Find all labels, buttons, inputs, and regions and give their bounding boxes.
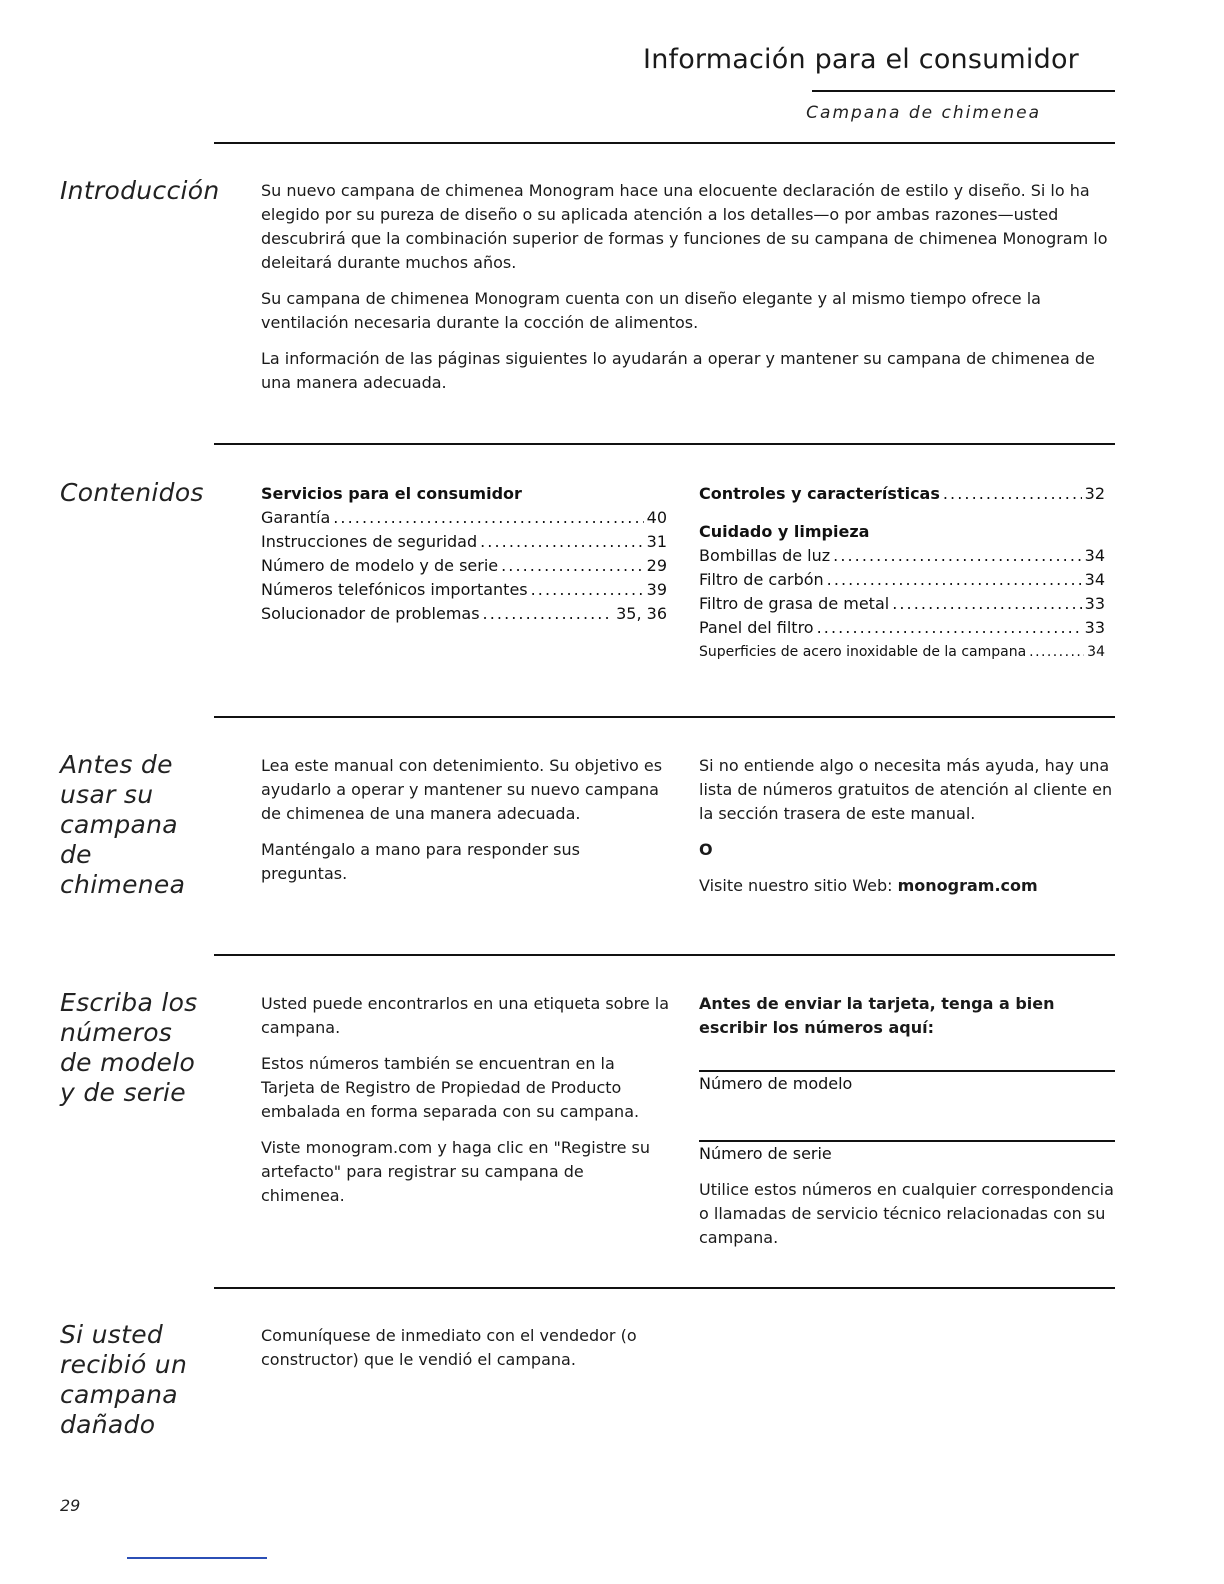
numbers-left-column bbox=[261, 992, 671, 1208]
model-number-label: Número de modelo bbox=[699, 1074, 853, 1093]
toc-page: 34 bbox=[1084, 546, 1105, 565]
toc-leader bbox=[480, 530, 644, 554]
toc-leader bbox=[943, 482, 1082, 506]
toc-entry[interactable] bbox=[261, 578, 667, 602]
toc-leader bbox=[892, 592, 1081, 616]
before-title-line: campana bbox=[60, 810, 178, 839]
contents-right-column bbox=[699, 482, 1105, 664]
toc-entry[interactable] bbox=[261, 554, 667, 578]
toc-page: 32 bbox=[1084, 484, 1105, 503]
numbers-title-line: números bbox=[60, 1018, 173, 1047]
before-right-column bbox=[699, 754, 1115, 898]
toc-leader bbox=[483, 602, 614, 626]
toc-label: Filtro de carbón bbox=[699, 570, 824, 589]
toc-leader bbox=[833, 544, 1082, 568]
intro-body bbox=[261, 179, 1117, 395]
toc-label: Solucionador de problemas bbox=[261, 604, 480, 623]
damaged-title-line: recibió un bbox=[60, 1350, 188, 1379]
contents-left-list bbox=[261, 506, 667, 626]
toc-leader bbox=[531, 578, 644, 602]
intro-title: Introducción bbox=[60, 176, 220, 205]
contents-left-heading: Servicios para el consumidor bbox=[261, 484, 522, 503]
numbers-paragraph: Usted puede encontrarlos en una etiqueta sobre la campana. bbox=[261, 994, 670, 1037]
damaged-paragraph: Comuníquese de inmediato con el vendedor (o constructor) que le vendió el campana. bbox=[261, 1326, 637, 1369]
toc-entry[interactable] bbox=[699, 544, 1105, 568]
toc-leader bbox=[817, 616, 1082, 640]
toc-label: Bombillas de luz bbox=[699, 546, 831, 565]
footer-rule bbox=[127, 1557, 267, 1559]
numbers-title-line: Escriba los bbox=[60, 988, 198, 1017]
section-divider bbox=[214, 443, 1115, 445]
section-divider bbox=[214, 142, 1115, 144]
toc-label: Números telefónicos importantes bbox=[261, 580, 528, 599]
before-title-line: Antes de bbox=[60, 750, 173, 779]
section-divider bbox=[214, 954, 1115, 956]
toc-label: Filtro de grasa de metal bbox=[699, 594, 890, 613]
toc-entry[interactable] bbox=[699, 616, 1105, 640]
numbers-usage-paragraph: Utilice estos números en cualquier correspondencia o llamadas de servicio técnico relacionadas con su campana. bbox=[699, 1180, 1114, 1247]
contents-left-column bbox=[261, 482, 667, 626]
toc-leader bbox=[1029, 640, 1084, 664]
numbers-title-line: de modelo bbox=[60, 1048, 196, 1077]
numbers-title-line: y de serie bbox=[60, 1078, 186, 1107]
toc-entry[interactable] bbox=[699, 592, 1105, 616]
contents-title: Contenidos bbox=[60, 478, 204, 507]
toc-entry[interactable] bbox=[261, 602, 667, 626]
toc-page: 31 bbox=[646, 532, 667, 551]
header-rule bbox=[812, 90, 1115, 92]
visit-line bbox=[699, 874, 1115, 898]
numbers-right-column bbox=[699, 992, 1115, 1250]
toc-leader bbox=[827, 568, 1082, 592]
numbers-paragraph: Estos números también se encuentran en la Tarjeta de Registro de Propiedad de Producto embalada en forma separada con su campana. bbox=[261, 1054, 640, 1121]
contents-right-heading: Cuidado y limpieza bbox=[699, 522, 870, 541]
toc-entry[interactable] bbox=[699, 640, 1105, 664]
intro-paragraph: La información de las páginas siguientes lo ayudarán a operar y mantener su campana de chimenea de una manera adecuada. bbox=[261, 349, 1095, 392]
damaged-title-line: Si usted bbox=[60, 1320, 164, 1349]
toc-label: Panel del filtro bbox=[699, 618, 814, 637]
header-subtitle: Campana de chimenea bbox=[806, 103, 1041, 123]
numbers-title bbox=[60, 988, 198, 1108]
website-link[interactable]: monogram.com bbox=[897, 876, 1038, 895]
before-paragraph: Lea este manual con detenimiento. Su objetivo es ayudarlo a operar y mantener su nuevo campana de chimenea de una manera adecuada. bbox=[261, 756, 663, 823]
damaged-title-line: dañado bbox=[60, 1410, 156, 1439]
section-divider bbox=[214, 716, 1115, 718]
intro-paragraph: Su campana de chimenea Monogram cuenta con un diseño elegante y al mismo tiempo ofrece la ventilación necesaria durante la cocción de alimentos. bbox=[261, 289, 1041, 332]
toc-page: 34 bbox=[1084, 570, 1105, 589]
damaged-column bbox=[261, 1324, 641, 1372]
toc-entry[interactable] bbox=[261, 506, 667, 530]
page-number: 29 bbox=[60, 1496, 81, 1515]
toc-page: 29 bbox=[646, 556, 667, 575]
numbers-paragraph: Viste monogram.com y haga clic en "Registre su artefacto" para registrar su campana de chimenea. bbox=[261, 1138, 650, 1205]
toc-entry[interactable] bbox=[261, 530, 667, 554]
before-left-column bbox=[261, 754, 671, 886]
toc-label: Número de modelo y de serie bbox=[261, 556, 499, 575]
toc-page: 33 bbox=[1084, 594, 1105, 613]
toc-entry[interactable] bbox=[699, 568, 1105, 592]
before-help-paragraph: Si no entiende algo o necesita más ayuda, hay una lista de números gratuitos de atención al cliente en la sección trasera de este manual. bbox=[699, 756, 1113, 823]
before-title-line: chimenea bbox=[60, 870, 186, 899]
toc-leader bbox=[501, 554, 644, 578]
before-title bbox=[60, 750, 185, 900]
before-paragraph: Manténgalo a mano para responder sus preguntas. bbox=[261, 840, 580, 883]
toc-label: Instrucciones de seguridad bbox=[261, 532, 478, 551]
toc-page: 33 bbox=[1084, 618, 1105, 637]
toc-page: 34 bbox=[1087, 644, 1105, 660]
toc-page: 39 bbox=[646, 580, 667, 599]
toc-entry[interactable] bbox=[699, 482, 1105, 506]
numbers-right-heading: Antes de enviar la tarjeta, tenga a bien escribir los números aquí: bbox=[699, 994, 1055, 1037]
serial-number-label: Número de serie bbox=[699, 1144, 832, 1163]
toc-page: 40 bbox=[646, 508, 667, 527]
toc-label: Superficies de acero inoxidable de la campana bbox=[699, 644, 1027, 660]
toc-label: Controles y características bbox=[699, 484, 940, 503]
toc-page: 35, 36 bbox=[616, 604, 667, 623]
header-title: Información para el consumidor bbox=[643, 44, 1079, 75]
intro-paragraph: Su nuevo campana de chimenea Monogram hace una elocuente declaración de estilo y diseño. Si lo ha elegido por su pureza de diseño o su aplicada atención a los detalles—o por ambas razones—usted descubrirá que la combinación superior de formas y funciones de su campana de chimenea Monogram lo deleitará durante muchos años. bbox=[261, 181, 1108, 272]
contents-right-list bbox=[699, 544, 1105, 664]
before-title-line: de bbox=[60, 840, 92, 869]
toc-label: Garantía bbox=[261, 508, 331, 527]
section-divider bbox=[214, 1287, 1115, 1289]
damaged-title bbox=[60, 1320, 187, 1440]
or-text: O bbox=[699, 840, 713, 859]
visit-text: Visite nuestro sitio Web: bbox=[699, 876, 898, 895]
toc-leader bbox=[333, 506, 643, 530]
damaged-title-line: campana bbox=[60, 1380, 178, 1409]
before-title-line: usar su bbox=[60, 780, 154, 809]
